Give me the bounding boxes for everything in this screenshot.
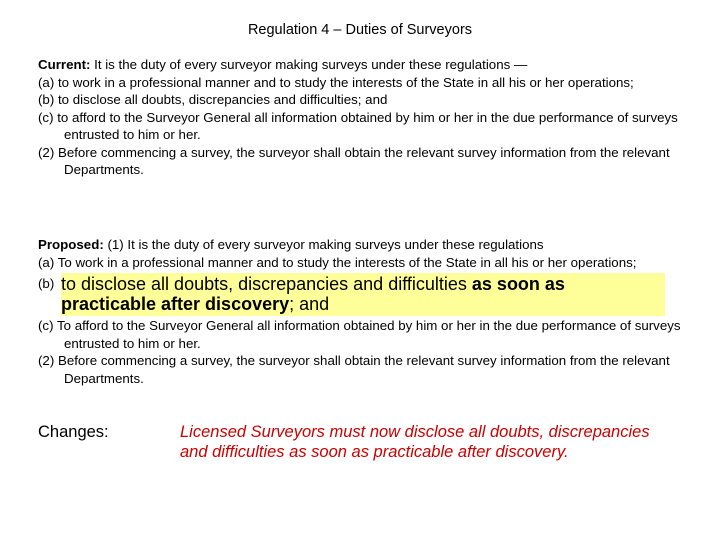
- proposed-item-2: (2) Before commencing a survey, the surveyor shall obtain the relevant survey information from the relevant Departments.: [38, 353, 670, 386]
- proposed-section: [38, 236, 688, 387]
- current-item-c: (c) to afford to the Surveyor General all information obtained by him or her in the due performance of surveys entrusted to him or her.: [38, 109, 678, 142]
- changes-text: Licensed Surveyors must now disclose all doubts, discrepancies and difficulties as soon as practicable after discovery.: [180, 423, 650, 461]
- proposed-item-a: (a) To work in a professional manner and to study the interests of the State in all his or her operations;: [38, 254, 637, 270]
- proposed-intro: [38, 236, 688, 254]
- highlighted-change: [61, 273, 665, 316]
- current-intro-text: It is the duty of every surveyor making surveys under these regulations —: [90, 57, 528, 72]
- current-intro: [38, 56, 688, 74]
- current-item-b: (b) to disclose all doubts, discrepancies and difficulties; and: [38, 92, 388, 107]
- proposed-item-b-bold: as soon as practicable after discovery: [61, 274, 565, 314]
- proposed-item-b-text: to disclose all doubts, discrepancies and difficulties: [61, 274, 472, 294]
- proposed-item-b: [38, 273, 688, 316]
- proposed-item-c: (c) To afford to the Surveyor General all information obtained by him or her in the due performance of surveys entrusted to him or her.: [38, 318, 681, 351]
- current-item-2: (2) Before commencing a survey, the surveyor shall obtain the relevant survey information from the relevant Departments.: [38, 144, 670, 177]
- proposed-intro-text: (1) It is the duty of every surveyor making surveys under these regulations: [103, 237, 544, 252]
- current-section: [38, 56, 688, 179]
- proposed-label: Proposed:: [38, 237, 104, 252]
- proposed-item-b-label: (b): [38, 276, 55, 291]
- current-item-a: (a) to work in a professional manner and to study the interests of the State in all his or her operations;: [38, 74, 634, 90]
- proposed-item-b-end: ; and: [289, 294, 330, 314]
- current-label: Current:: [38, 57, 91, 72]
- changes-label: Changes:: [38, 423, 109, 441]
- slide-title: Regulation 4 – Duties of Surveyors: [247, 22, 473, 38]
